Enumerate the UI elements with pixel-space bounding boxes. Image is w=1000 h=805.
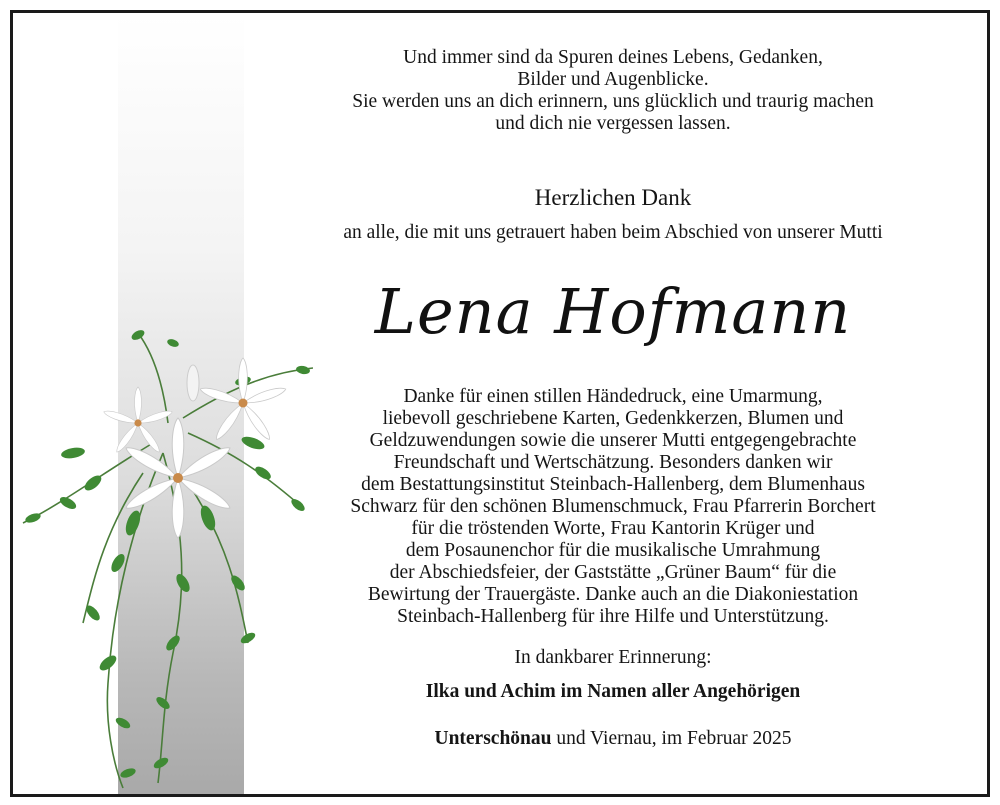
body-line: Geldzuwendungen sowie die unserer Mutti entgegengebrachte <box>369 430 857 451</box>
place-date-line <box>283 728 943 750</box>
body-line: für die tröstenden Worte, Frau Kantorin Krüger und <box>411 518 815 539</box>
poem-line: und dich nie vergessen lassen. <box>495 113 731 134</box>
body-line: Steinbach-Hallenberg für ihre Hilfe und Unterstützung. <box>397 606 829 627</box>
thanks-heading: Herzlichen Dank <box>534 185 692 210</box>
vine-stems <box>23 333 313 788</box>
obituary-card <box>10 10 990 797</box>
closing-line: In dankbarer Erinnerung: <box>514 647 712 668</box>
place-rest: und Viernau, im Februar 2025 <box>551 728 792 749</box>
poem-line: Sie werden uns an dich erinnern, uns glücklich und traurig machen <box>352 91 874 112</box>
body-line: liebevoll geschriebene Karten, Gedenkkerzen, Blumen und <box>382 408 844 429</box>
lily-bouquet-illustration <box>13 323 313 793</box>
body-line: der Abschiedsfeier, der Gaststätte „Grüner Baum“ für die <box>389 562 837 583</box>
body-line: Schwarz für den schönen Blumenschmuck, Frau Pfarrerin Borchert <box>350 496 876 517</box>
deceased-name: Lena Hofmann <box>374 275 852 348</box>
poem-line: Bilder und Augenblicke. <box>517 69 709 90</box>
body-line: Bewirtung der Trauergäste. Danke auch an die Diakoniestation <box>367 584 859 605</box>
poem-line: Und immer sind da Spuren deines Lebens, Gedanken, <box>403 47 823 68</box>
body-line: Danke für einen stillen Händedruck, eine Umarmung, <box>403 386 823 407</box>
thanks-subheading: an alle, die mit uns getrauert haben beim Abschied von unserer Mutti <box>343 222 883 243</box>
text-column <box>283 13 943 794</box>
body-line: dem Bestattungsinstitut Steinbach-Hallenberg, dem Blumenhaus <box>361 474 865 495</box>
signers-line: Ilka und Achim im Namen aller Angehörigen <box>425 681 801 702</box>
place-bold: Unterschönau <box>434 728 552 749</box>
body-line: dem Posaunenchor für die musikalische Umrahmung <box>405 540 821 561</box>
body-line: Freundschaft und Wertschätzung. Besonders danken wir <box>393 452 833 473</box>
